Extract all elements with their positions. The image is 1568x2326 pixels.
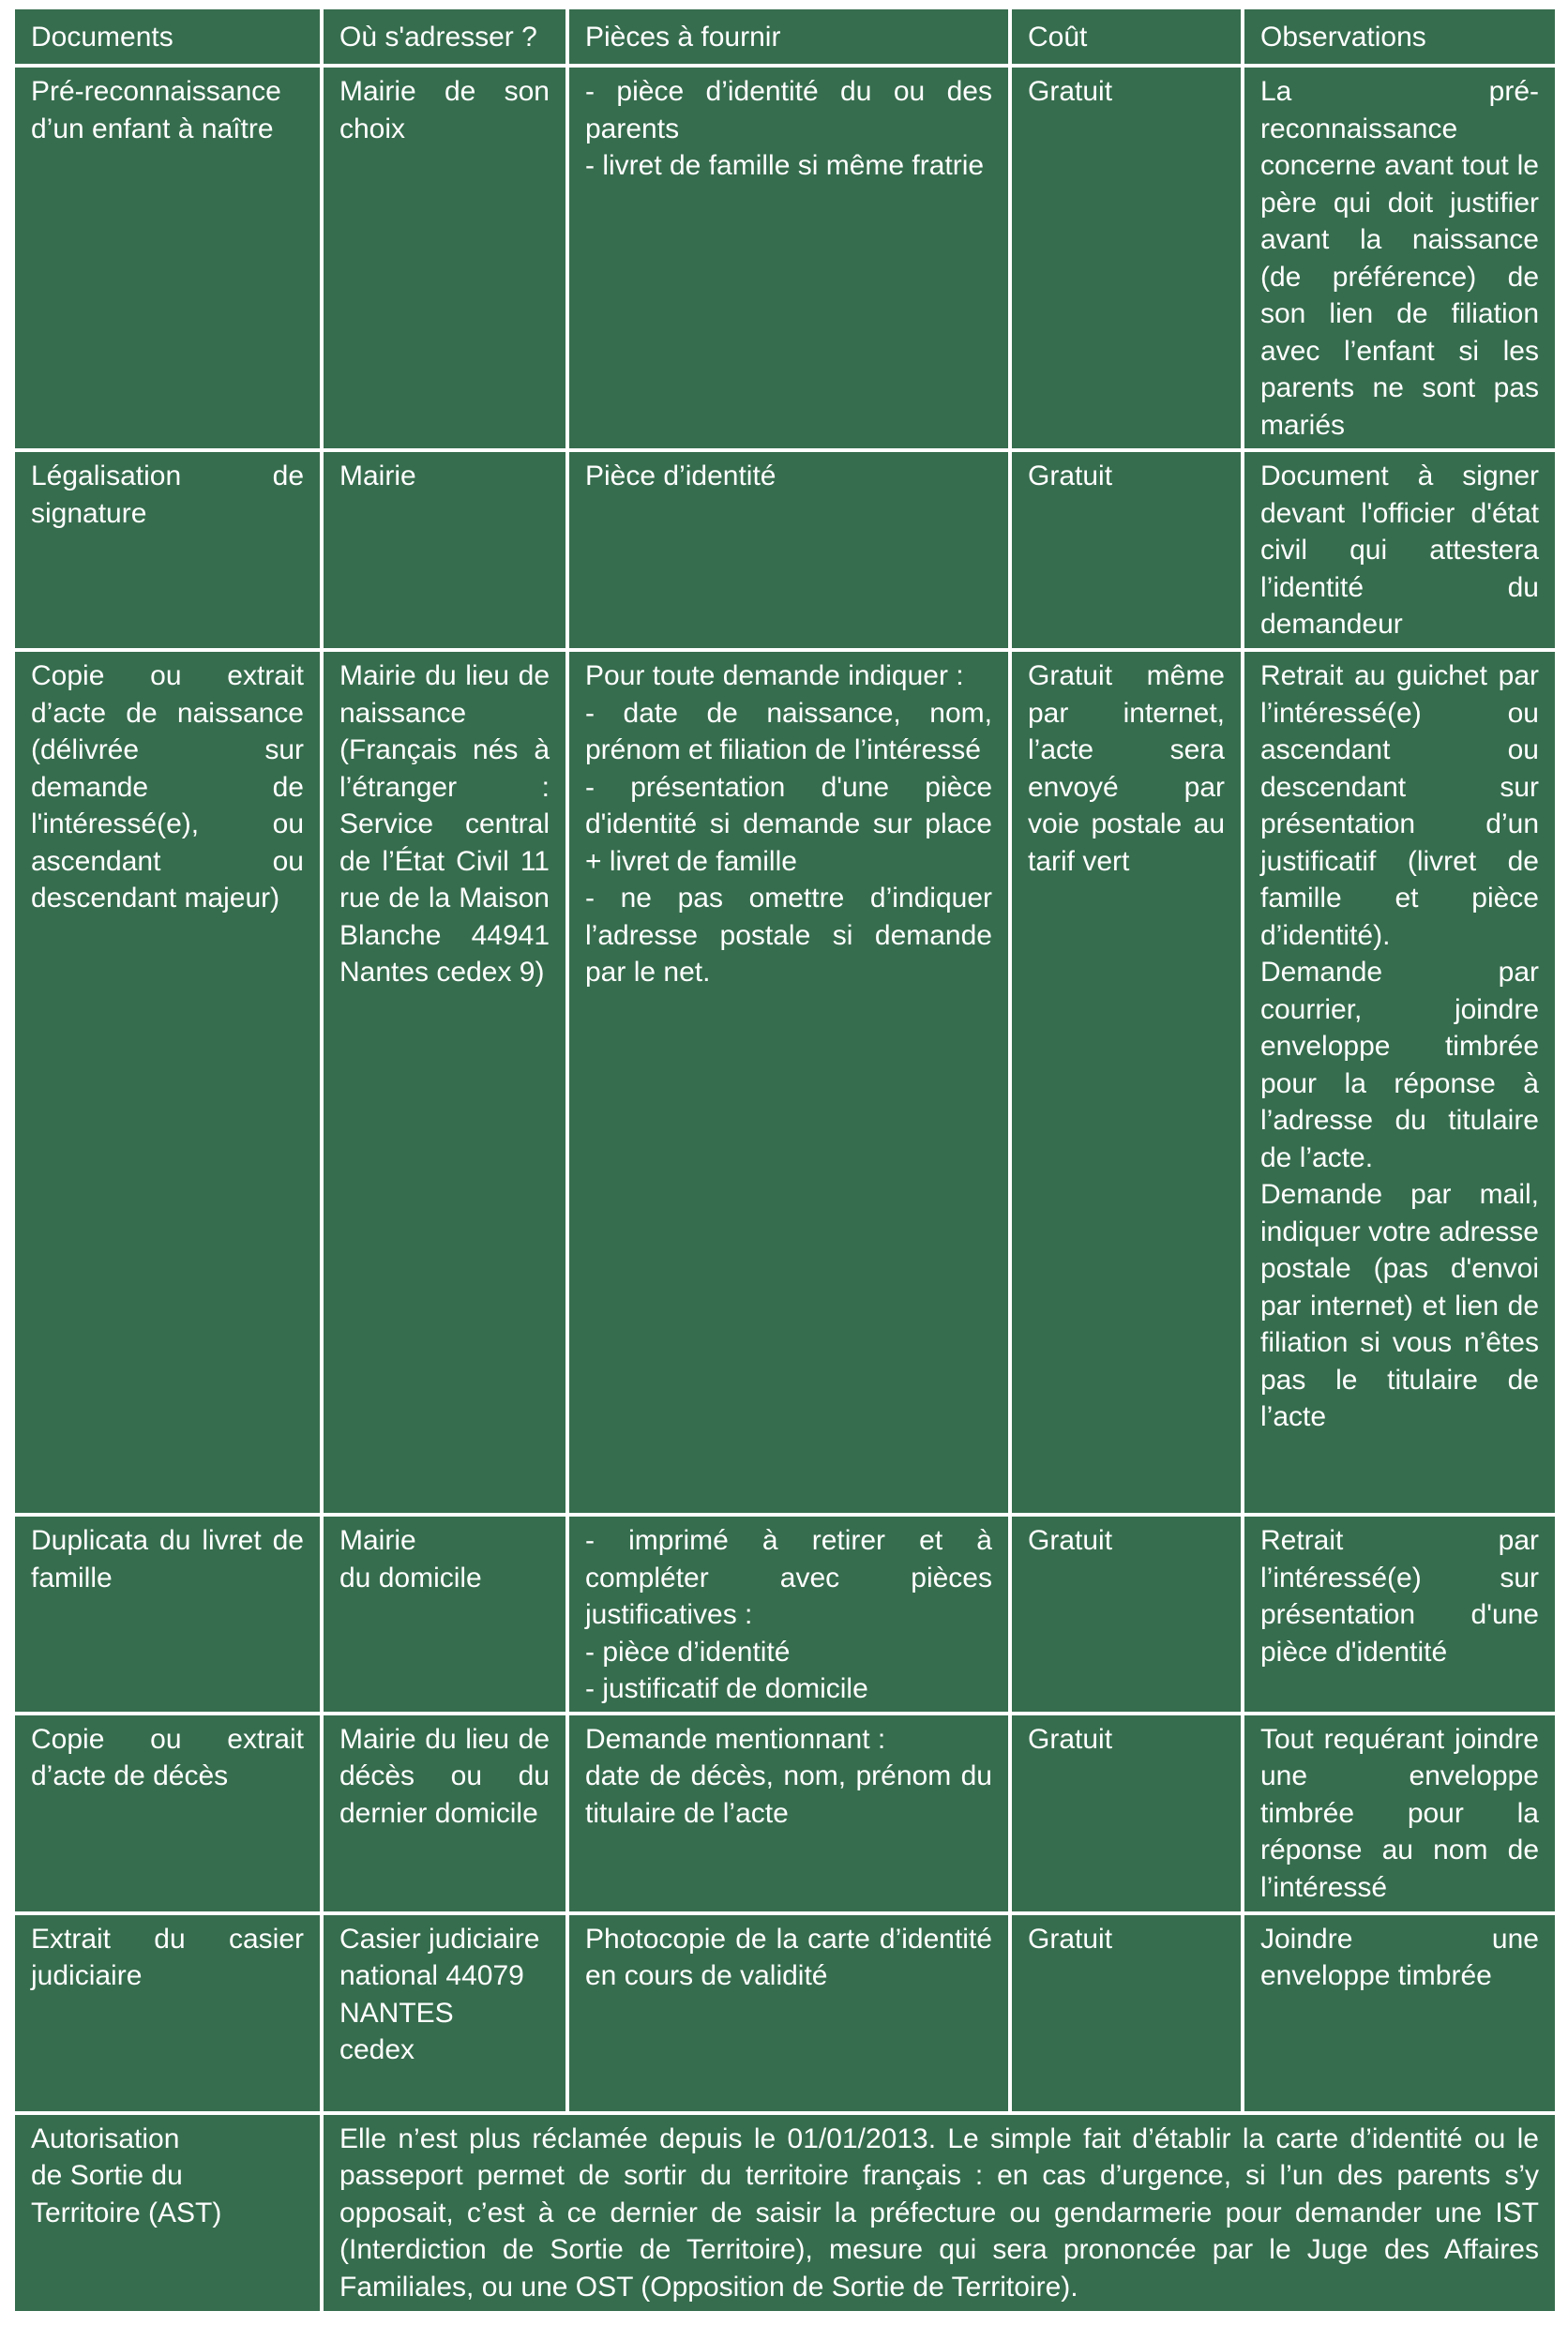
cell-where: Mairie du lieu de décès ou du dernier domicile [324, 1715, 565, 1911]
cell-cost: Gratuit [1012, 1915, 1241, 2111]
cell-observations: Tout requérant joindre une enveloppe timbrée pour la réponse au nom de l’intéressé [1244, 1715, 1555, 1911]
cell-document: Copie ou extrait d’acte de décès [15, 1715, 320, 1911]
cell-pieces: - pièce d’identité du ou des parents - livret de famille si même fratrie [569, 68, 1008, 448]
cell-pieces: Photocopie de la carte d’identité en cours de validité [569, 1915, 1008, 2111]
header-row [15, 9, 1555, 64]
cell-document: Duplicata du livret de famille [15, 1517, 320, 1712]
table-row [15, 452, 1555, 648]
cell-observations: La pré-reconnaissance concerne avant tout le père qui doit justifier avant la naissance (de préférence) de son lien de filiation avec l’enfant si les parents ne sont pas mariés [1244, 68, 1555, 448]
header-where: Où s'adresser ? [324, 9, 565, 64]
cell-where: Mairie du lieu de naissance (Français nés à l’étranger : Service central de l’État Civil 11 rue de la Maison Blanche 44941 Nantes cedex 9) [324, 652, 565, 1513]
cell-document: Légalisation de signature [15, 452, 320, 648]
header-pieces: Pièces à fournir [569, 9, 1008, 64]
cell-where: Mairie [324, 452, 565, 648]
header-cost: Coût [1012, 9, 1241, 64]
cell-cost: Gratuit [1012, 68, 1241, 448]
cell-cost: Gratuit [1012, 1715, 1241, 1911]
table-row [15, 652, 1555, 1513]
cell-pieces: Demande mentionnant : date de décès, nom, prénom du titulaire de l’acte [569, 1715, 1008, 1911]
table-row [15, 1517, 1555, 1712]
cell-pieces: Pour toute demande indiquer : - date de naissance, nom, prénom et filiation de l’intéressé - présentation d'une pièce d'identité si demande sur place + livret de famille - ne pas omettre d’indiquer l’adresse postale si demande par le net. [569, 652, 1008, 1513]
cell-where: Mairie de son choix [324, 68, 565, 448]
header-observations: Observations [1244, 9, 1555, 64]
table-row [15, 68, 1555, 448]
cell-cost: Gratuit [1012, 452, 1241, 648]
cell-pieces: - imprimé à retirer et à compléter avec pièces justificatives : - pièce d’identité - justificatif de domicile [569, 1517, 1008, 1712]
cell-document: Pré-reconnaissance d’un enfant à naître [15, 68, 320, 448]
cell-cost: Gratuit [1012, 1517, 1241, 1712]
cell-where: Mairie du domicile [324, 1517, 565, 1712]
cell-where: Casier judiciaire national 44079 NANTES cedex [324, 1915, 565, 2111]
cell-observations: Document à signer devant l'officier d'état civil qui attestera l’identité du demandeur [1244, 452, 1555, 648]
cell-observations: Retrait au guichet par l’intéressé(e) ou ascendant ou descendant sur présentation d’un justificatif (livret de famille et pièce d’identité). Demande par courrier, joindre enveloppe timbrée pour la réponse à l’adresse du titulaire de l’acte. Demande par mail, indiquer votre adresse postale (pas d'envoi par internet) et lien de filiation si vous n’êtes pas le titulaire de l’acte [1244, 652, 1555, 1513]
cell-cost: Gratuit même par internet, l’acte sera envoyé par voie postale au tarif vert [1012, 652, 1241, 1513]
cell-observations: Retrait par l’intéressé(e) sur présentation d'une pièce d'identité [1244, 1517, 1555, 1712]
table-row [15, 1915, 1555, 2111]
cell-observations: Joindre une enveloppe timbrée [1244, 1915, 1555, 2111]
civil-status-table [11, 6, 1559, 2315]
cell-ast-text: Elle n’est plus réclamée depuis le 01/01/2013. Le simple fait d’établir la carte d’identité ou le passeport permet de sortir du territoire français : en cas d’urgence, si l’un des parents s’y opposait, c’est à ce dernier de saisir la préfecture ou gendarmerie pour demander une IST (Interdiction de Sortie de Territoire), mesure qui sera prononcée par le Juge des Affaires Familiales, ou une OST (Opposition de Sortie de Territoire). [324, 2115, 1555, 2311]
table-row [15, 1715, 1555, 1911]
cell-document: Extrait du casier judiciaire [15, 1915, 320, 2111]
table-row-ast [15, 2115, 1555, 2311]
header-documents: Documents [15, 9, 320, 64]
cell-document: Autorisation de Sortie du Territoire (AST) [15, 2115, 320, 2311]
cell-pieces: Pièce d’identité [569, 452, 1008, 648]
cell-document: Copie ou extrait d’acte de naissance (délivrée sur demande de l'intéressé(e), ou ascendant ou descendant majeur) [15, 652, 320, 1513]
